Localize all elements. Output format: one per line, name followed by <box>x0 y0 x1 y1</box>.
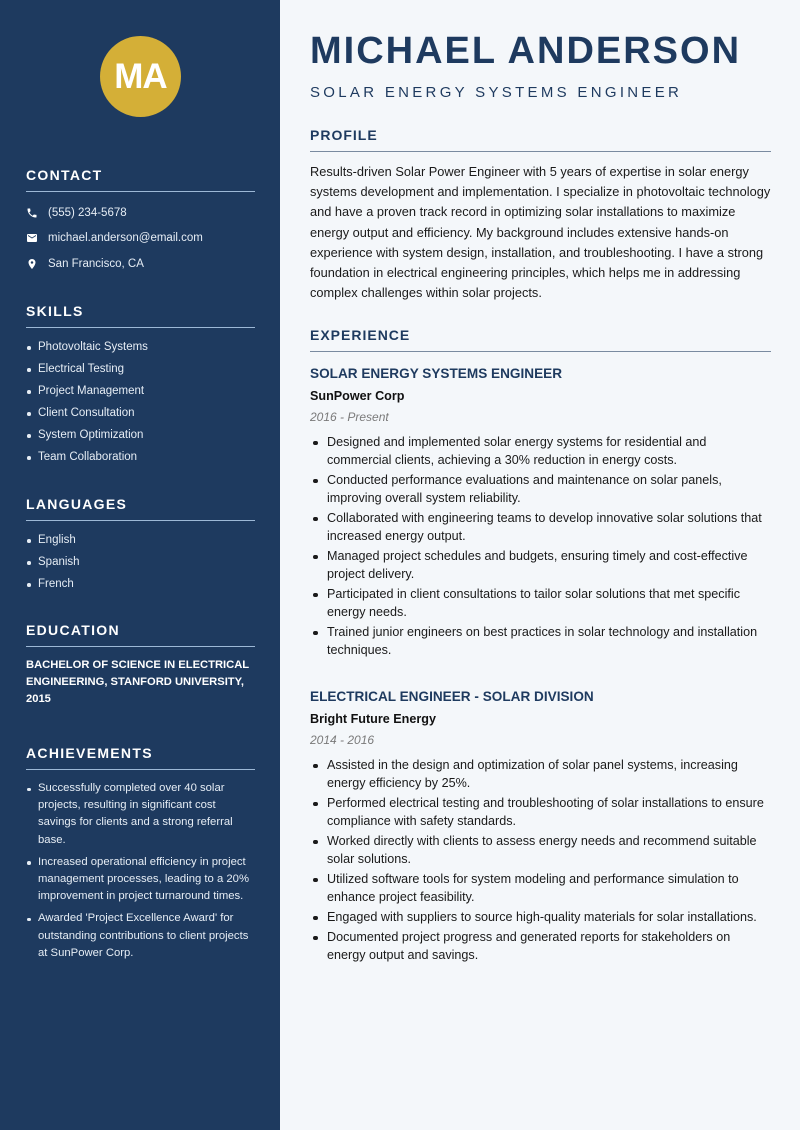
location-pin-icon <box>26 258 38 270</box>
profile-summary: Results-driven Solar Power Engineer with 5 years of expertise in solar energy systems development and implementation. I specialize in photovoltaic technology and have a proven track record in optimizing solar installations to maximize energy output and efficiency. My background includes extensive hands-on experience with system design, installation, and troubleshooting. I have a strong foundation in electrical engineering principles, which helps me in addressing complex challenges within solar projects. <box>310 164 771 301</box>
education-degree: BACHELOR OF SCIENCE IN ELECTRICAL ENGINEERING, STANFORD UNIVERSITY, 2015 <box>26 659 249 705</box>
job-company: SunPower Corp <box>310 389 405 403</box>
job-bullet: Trained junior engineers on best practices in solar technology and installation techniques. <box>310 623 771 659</box>
skill-item: Client Consultation <box>26 402 255 424</box>
skill-item: System Optimization <box>26 424 255 446</box>
contact-email <box>26 226 255 252</box>
skill-item: Team Collaboration <box>26 446 255 468</box>
avatar <box>100 36 181 117</box>
education-section <box>26 622 255 708</box>
skill-item: Photovoltaic Systems <box>26 336 255 358</box>
job-dates: 2014 - 2016 <box>310 733 375 747</box>
achievements-section <box>26 745 255 967</box>
experience-heading: EXPERIENCE <box>310 327 771 352</box>
job-bullet: Assisted in the design and optimization of solar panel systems, increasing energy efficiency by 25%. <box>310 756 771 792</box>
job-entry <box>310 365 771 661</box>
skills-list <box>26 336 255 468</box>
contact-location <box>26 251 255 277</box>
languages-heading: LANGUAGES <box>26 496 255 521</box>
job-entry <box>310 688 771 966</box>
job-bullet: Participated in client consultations to tailor solar solutions that met specific energy needs. <box>310 585 771 621</box>
email-icon <box>26 232 38 244</box>
contact-email-text: michael.anderson@email.com <box>48 232 203 245</box>
candidate-name: MICHAEL ANDERSON <box>310 30 742 72</box>
job-bullet: Worked directly with clients to assess energy needs and recommend suitable solar solutions. <box>310 832 771 868</box>
job-bullet: Collaborated with engineering teams to develop innovative solar solutions that increased energy output. <box>310 509 771 545</box>
education-heading: EDUCATION <box>26 622 255 647</box>
contact-list <box>26 200 255 277</box>
language-item: English <box>26 529 255 551</box>
language-item: Spanish <box>26 551 255 573</box>
job-bullet: Documented project progress and generated reports for stakeholders on energy output and savings. <box>310 928 771 964</box>
contact-phone <box>26 200 255 226</box>
achievement-item: Awarded 'Project Excellence Award' for outstanding contributions to client projects at SunPower Corp. <box>26 910 255 962</box>
achievements-list <box>26 780 255 962</box>
skills-heading: SKILLS <box>26 303 255 328</box>
language-item: French <box>26 573 255 595</box>
profile-heading: PROFILE <box>310 127 771 152</box>
achievement-item: Increased operational efficiency in project management processes, leading to a 20% improvement in project turnaround times. <box>26 854 255 906</box>
achievements-heading: ACHIEVEMENTS <box>26 745 255 770</box>
job-bullet: Utilized software tools for system modeling and performance simulation to enhance project feasibility. <box>310 870 771 906</box>
job-bullets <box>310 433 771 659</box>
job-company: Bright Future Energy <box>310 712 436 726</box>
contact-section <box>26 167 255 277</box>
job-bullet: Managed project schedules and budgets, ensuring timely and cost-effective project delivery. <box>310 547 771 583</box>
achievement-item: Successfully completed over 40 solar projects, resulting in significant cost savings for clients and a strong referral base. <box>26 780 255 849</box>
job-title-header: SOLAR ENERGY SYSTEMS ENGINEER <box>310 84 683 101</box>
skills-section <box>26 303 255 468</box>
avatar-initials: MA <box>114 56 167 96</box>
languages-list <box>26 529 255 595</box>
languages-section <box>26 496 255 595</box>
job-bullet: Engaged with suppliers to source high-quality materials for solar installations. <box>310 908 771 926</box>
job-bullet: Designed and implemented solar energy systems for residential and commercial clients, achieving a 30% reduction in energy costs. <box>310 433 771 469</box>
job-bullet: Conducted performance evaluations and maintenance on solar panels, improving overall system reliability. <box>310 471 771 507</box>
sidebar <box>0 0 280 1130</box>
job-bullets <box>310 756 771 964</box>
skill-item: Project Management <box>26 380 255 402</box>
job-bullet: Performed electrical testing and troubleshooting of solar installations to ensure compliance with safety standards. <box>310 794 771 830</box>
skill-item: Electrical Testing <box>26 358 255 380</box>
contact-location-text: San Francisco, CA <box>48 257 144 270</box>
job-title: SOLAR ENERGY SYSTEMS ENGINEER <box>310 366 563 381</box>
job-title: ELECTRICAL ENGINEER - SOLAR DIVISION <box>310 689 594 704</box>
phone-icon <box>26 207 38 219</box>
contact-phone-text: (555) 234-5678 <box>48 206 127 219</box>
contact-heading: CONTACT <box>26 167 255 192</box>
job-dates: 2016 - Present <box>310 410 389 424</box>
